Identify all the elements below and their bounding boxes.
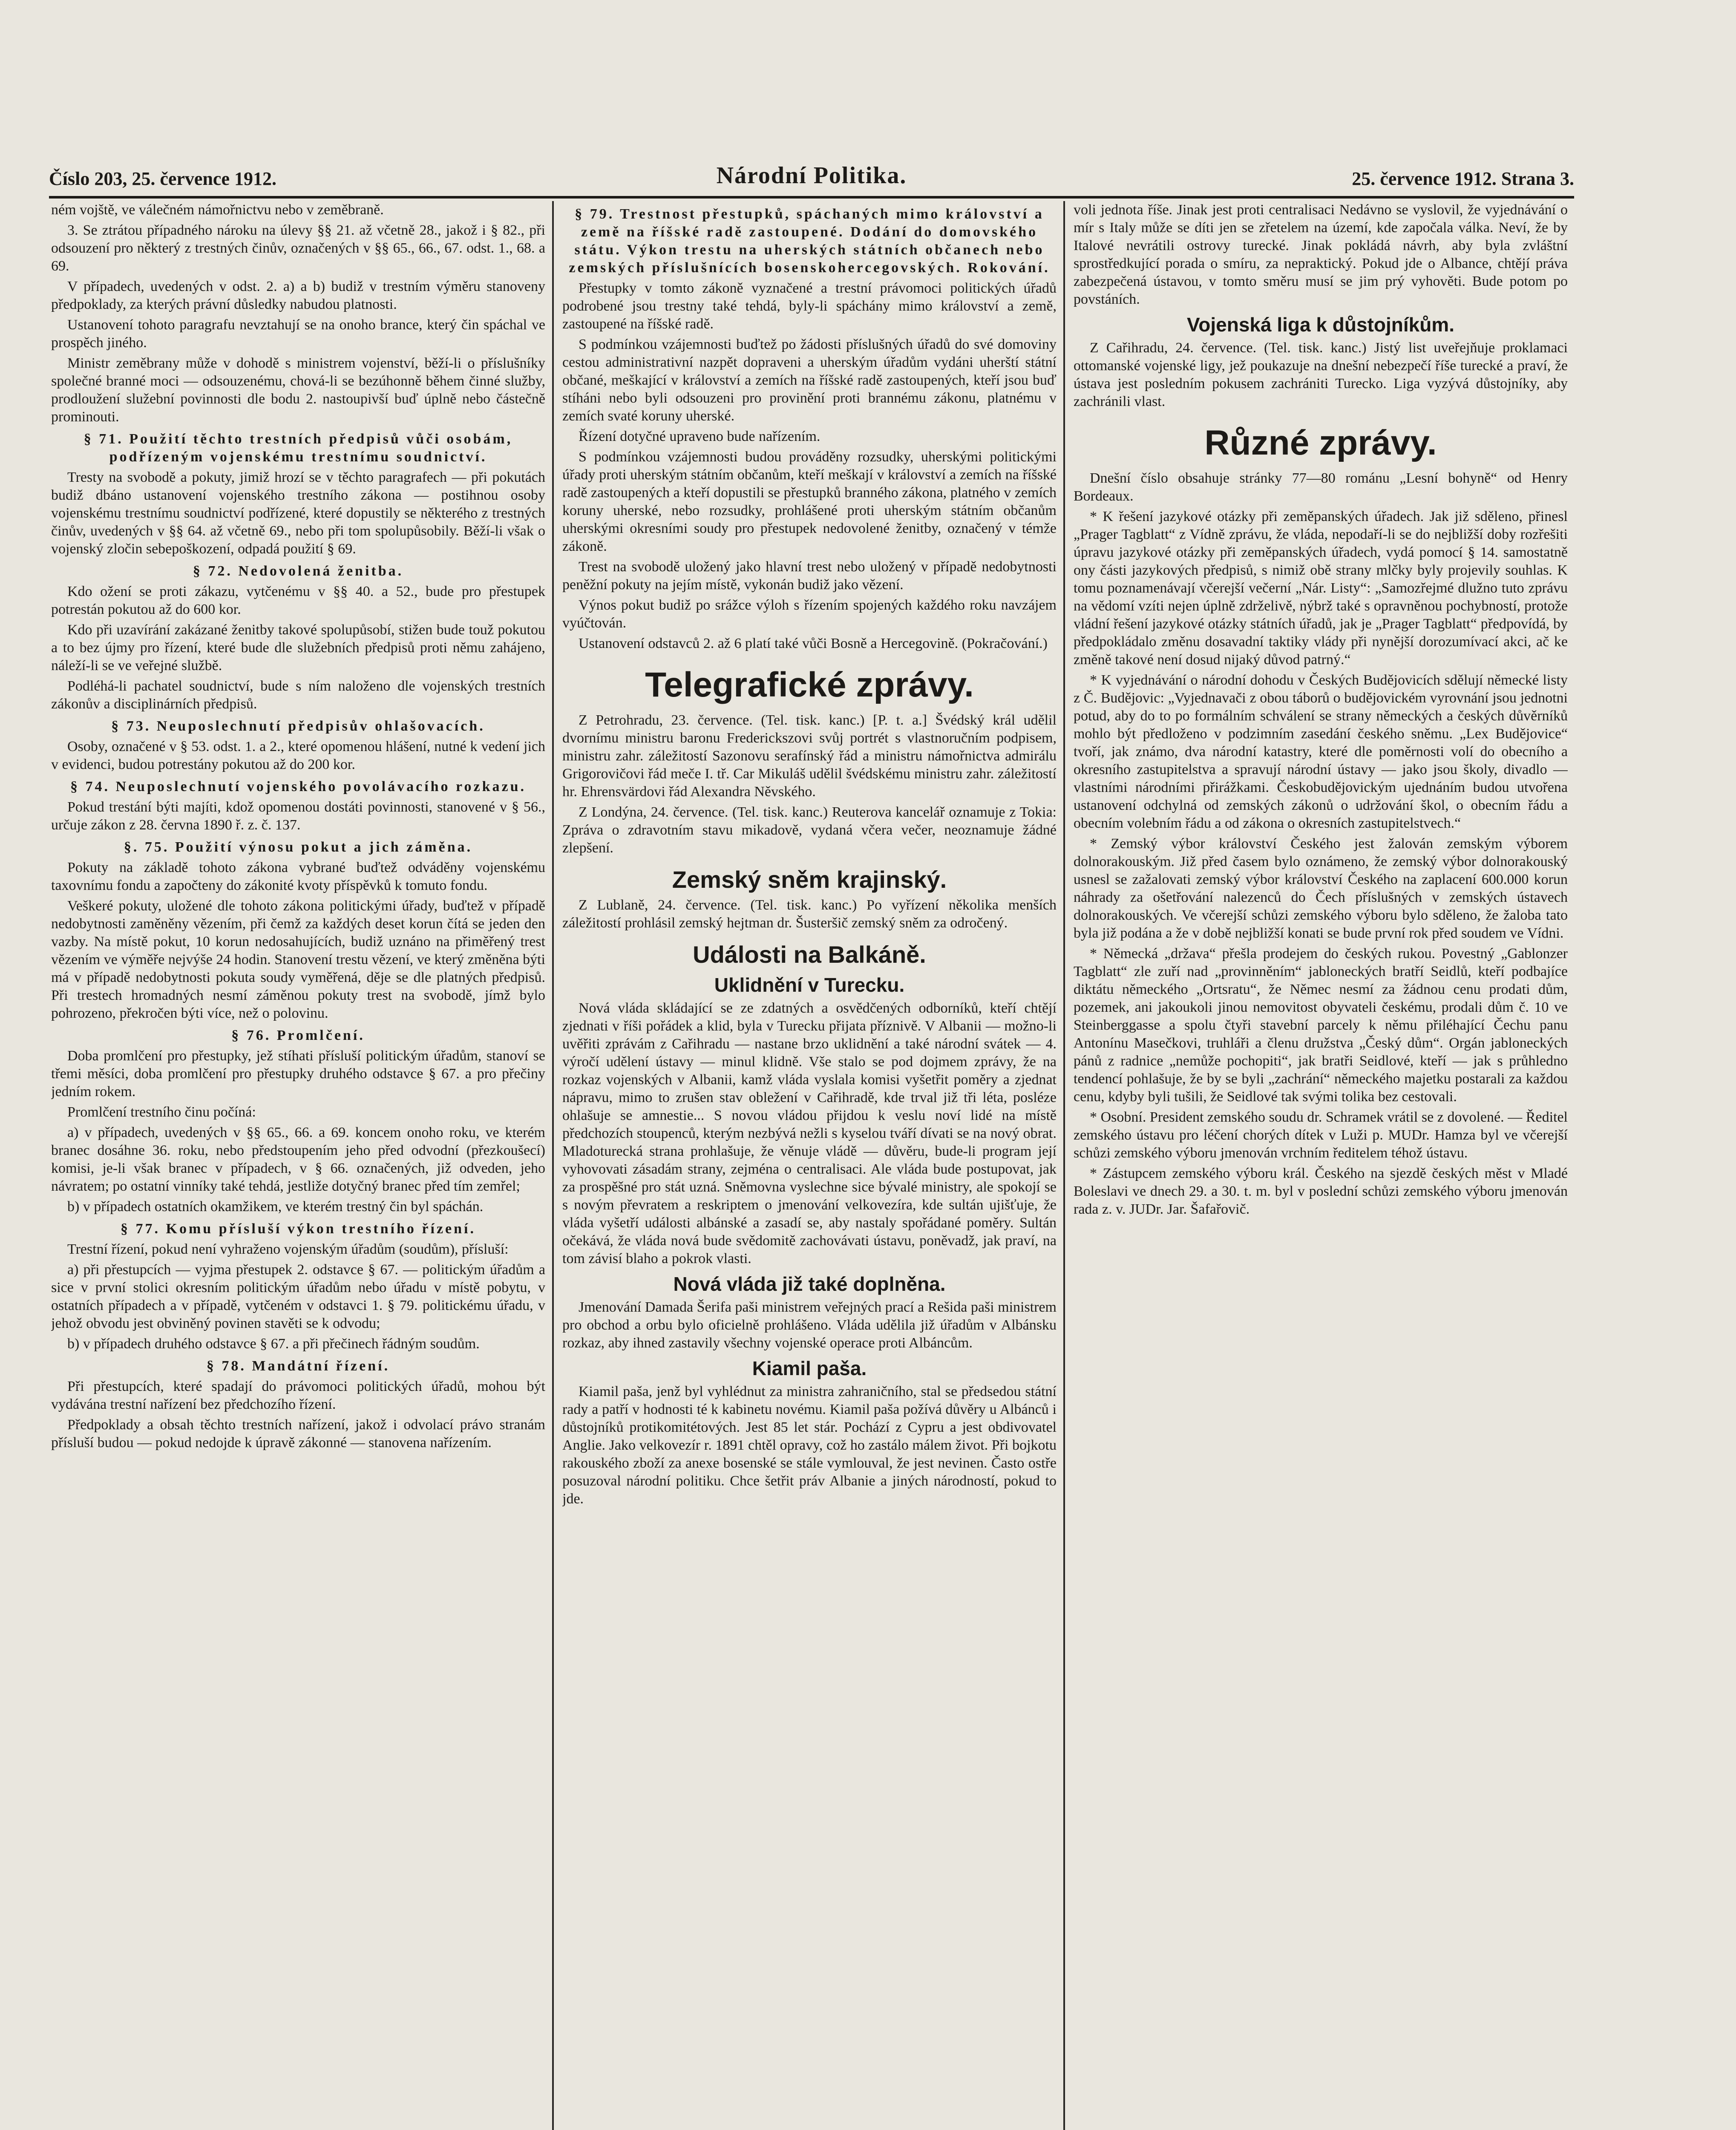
paragraph: * Zemský výbor království Českého jest žalován zemským výborem dolnorakouským. Již před časem bylo oznámeno, že zemský výbor dolnorakouský usnesl se zažalovati zemský výbor království Českého na zaplacení 600.000 korun náhrady za ošetřování nalezenců do Čech příslušných v zemských ústavech dolnorakouských. Ve včerejší schůzi zemského výboru bylo sděleno, že žaloba tato byla již podána a že v době nejbližší konati se bude první rok před soudem ve Vídni. [1074, 836, 1568, 941]
paragraph: Z Lublaně, 24. července. (Tel. tisk. kanc.) Po vyřízení několika menších záležitostí prohlásil zemský hejtman dr. Šusteršič zemský sněm za odročený. [562, 897, 1057, 931]
paragraph: Ministr zeměbrany může v dohodě s ministrem vojenství, běží-li o příslušníky společné branné moci — odsouzenému, chová-li se bezúhonně během činné služby, prodloužení služební povinnosti dle bodu 2. nastoupivší buď úplně nebo částečně prominouti. [51, 355, 545, 425]
paragraph: Pokuty na základě tohoto zákona vybrané buďtež odváděny vojenskému taxovnímu fondu a započteny do zákonité kvoty příspěvků k tomuto fondu. [51, 860, 545, 893]
paragraph: Ustanovení odstavců 2. až 6 platí také vůči Bosně a Hercegovině. (Pokračování.) [579, 636, 1048, 651]
date-page: 25. července 1912. Strana 3. [1352, 168, 1574, 189]
column-divider [552, 201, 554, 2130]
paragraph: Dnešní číslo obsahuje stránky 77—80 románu „Lesní bohyně“ od Henry Bordeaux. [1074, 470, 1568, 504]
section-heading: § 76. Promlčení. [231, 1028, 365, 1043]
paragraph: Nová vláda skládající se ze zdatných a osvědčených odborníků, kteří chtějí zjednati v říši pořádek a klid, byla v Turecku přijata příznivě. V Albanii — možno-li uvěřiti zprávám z Cařihradu — nastane brzo uklidnění a také národní svátek — 4. výročí udělení ústavy — minul klidně. Vše stalo se pod dojmem zprávy, že na rozkaz vojenských v Albanii, kamž vláda vyslala komisi vyšetřit poměry a zjednat nápravu, mimo to zrušen stav obležení v Cařihradě, kde trval již tři léta, posléze ohlašuje se amnestie... S novou vládou přijdou k veslu noví lidé na místě předchozích stoupenců, kterým nezbývá nežli s kyselou tváří dívati se na nový obrat. Mladoturecká strana prohlašuje, že věnuje vládě — důvěru, bude-li program její vyhovovati zásadám strany, zejména o centralisaci. Ale vláda bude postupovat, jak za prospěšné pro stát uzná. Sněmovna vyslechne sice bývalé ministry, ale spokojí se s novým převratem a reskriptem o jmenování velkovezíra, kde sultán ujišťuje, že vláda vyšetří události albánské a zasadí se, aby nastaly spořádané poměry. Sultán očekává, že vláda nová bude svědomitě zachovávati ústavu, poněvadž, jak praví, na tom závisí blaho a pokrok vlasti. [562, 1000, 1057, 1266]
paragraph: Podléhá-li pachatel soudnictví, bude s ním naloženo dle vojenských trestních zákonův a disciplinárních předpisů. [51, 678, 545, 712]
article-heading: Zemský sněm krajinský. [672, 866, 947, 893]
paragraph: Výnos pokut budiž po srážce výloh s řízením spojených každého roku navzájem vyúčtován. [562, 597, 1057, 631]
column-2 [562, 201, 1057, 2130]
paragraph: * Zástupcem zemského výboru král. Českého na sjezdě českých měst v Mladé Boleslavi ve dnech 29. a 30. t. m. byl v poslední schůzi zemského výboru jmenován rada z. v. JUDr. Jar. Šafařovič. [1074, 1166, 1568, 1217]
paragraph: Osoby, označené v § 53. odst. 1. a 2., které opomenou hlášení, nutné k vedení jich v evidenci, budou potrestány pokutou až do 200 kor. [51, 739, 545, 772]
paragraph: Promlčení trestního činu počíná: [67, 1104, 256, 1120]
paragraph: Přestupky v tomto zákoně vyznačené a trestní právomoci politických úřadů podrobené jsou trestny také tehdá, byly-li spáchány mimo království a země, zastoupené na říšské radě. [562, 280, 1057, 332]
paragraph: a) v případech, uvedených v §§ 65., 66. a 69. koncem onoho roku, ve kterém branec dosáhne 36. roku, nebo předstoupením jeho před odvodní (přezkoušecí) komisi, je-li však branec v případech, v § 66. označených, již odveden, jeho návratem; po ostatní vinníky také tehdá, jestliže dotyčný branec před tím zemřel; [51, 1125, 545, 1194]
article-heading: Vojenská liga k důstojníkům. [1187, 314, 1454, 336]
issue-info: Číslo 203, 25. července 1912. [49, 168, 276, 189]
article-heading: Události na Balkáně. [693, 941, 926, 968]
paragraph: * Německá „državа“ přešla prodejem do českých rukou. Povestný „Gablonzer Tagblatt“ zle zuří nad „provinněním“ jabloneckých bratří Seidlů, kteří podbajíce diktátu německého „Ortsratu“, že Němec nesmí za žádnou cenu prodati dům, pozemek, ani jakoukoli jinou nemovitost obyvateli českému, prodali dům č. 10 ve Steinberggasse a spolu čtyři stavební parcely k němu přiléhající Čechu panu Antonínu Masečkovi, truhláři a členu družstva „Český dům“. Orgán jabloneckých pánů z radnice „nemůže pochopiti“, jak bratři Seidlové, kteří — jak s průhledno tendencí pohlašuje, že by se byli „zachrání“ německého majetku postarali za každou cenu, kdyby byli tušili, že Seidlové tak svými tolika bez cestovali. [1074, 946, 1568, 1105]
paragraph: Kdo při uzavírání zakázané ženitby takové spolupůsobí, stižen bude touž pokutou a to bez újmy pro řízení, které bude dle služebních předpisů proti němu zahájeno, náleží-li se ve veřejné službě. [51, 622, 545, 674]
paragraph: * Osobní. President zemského soudu dr. Schramek vrátil se z dovolené. — Ředitel zemského ústavu pro léčení chorých dítek v Luži p. MUDr. Hamza byl ve včerejší schůzi zemského výboru jmenován vrchním ředitelem téhož ústavu. [1074, 1109, 1568, 1161]
section-heading: § 74. Neuposlechnutí vojenského povolávacího rozkazu. [70, 779, 527, 794]
paragraph: S podmínkou vzájemnosti budou prováděny rozsudky, uherskými politickými úřady proti uherským státním občanům, kteří meškají v království a zemích na říšské radě zastoupených a kteří dopustili se přestupků branného zákona, platného v zemích koruny uherské, nebo rozsudky, prohlášené proti uherským státním občanům uherskými okresními soudy pro přestupek nedovolené ženitby, označený v témže zákoně. [562, 449, 1057, 554]
paragraph: b) v případech druhého odstavce § 67. a při přečinech řádným soudům. [67, 1336, 480, 1352]
paragraph: Trest na svobodě uložený jako hlavní trest nebo uložený v případě nedobytnosti peněžní pokuty na jejím místě, vykonán budiž jako vězení. [562, 559, 1057, 593]
paragraph: 3. Se ztrátou případného nároku na úlevy §§ 21. až včetně 28., jakož i § 82., při odsouzení pro některý z trestných činův, označených v §§ 65., 66., 67. odst. 1., 68. a 69. [51, 222, 545, 274]
paragraph: Z Petrohradu, 23. července. (Tel. tisk. kanc.) [P. t. a.] Švédský král udělil dvornímu ministru baronu Frederickszovi svůj portrét s vlastnoručním podpisem, ministru zahr. záležitostí Sazonovu serafínský řád a ministru námořnictva admirálu Grigorovičovi řád meče I. tř. Car Mikuláš udělil švédskému ministru zahr. záležitostí hr. Ehrensvärdovi řád Alexandra Něvského. [562, 712, 1057, 800]
paragraph: Kdo ožení se proti zákazu, vytčenému v §§ 40. a 52., bude pro přestupek potrestán pokutou až do 600 kor. [51, 584, 545, 617]
column-3 [1074, 201, 1568, 2130]
paragraph: Doba promlčení pro přestupky, jež stíhati přísluší politickým úřadům, stanoví se třemi měsíci, doba promlčení pro přestupky druhého odstavce § 67. a pro přečiny jedním rokem. [51, 1048, 545, 1100]
paragraph: * K řešení jazykové otázky při zeměpanských úřadech. Jak již sděleno, přinesl „Prager Tagblatt“ z Vídně zprávu, že vláda, nepodaří-li se do nejbližší doby rozřešiti úpravu jazykové otázky při zeměpanských úřadech, vydá pomocí § 14. samostatně ony části jazykových předpisů, s nimiž obě strany mlčky byly projevily souhlas. K tomu poznamenávají včerejší večerní „Nár. Listy“: „Samozřejmé dlužno tuto zprávu na vědomí vzíti nejen úplně zdrželivě, nýbrž také s opravněnou pochybností, protože vládní řešení jazykové otázky státních úřadů, jak je „Prager Tagblatt“ předpovídá, by předpokládalo změnu dosavadní taktiky vlády při nynější dorozumívací akci, ač ke změně takové není dosud nijaký důvod patrný.“ [1074, 509, 1568, 668]
paragraph: Z Cařihradu, 24. července. (Tel. tisk. kanc.) Jistý list uveřejňuje proklamaci ottomanské vojenské ligy, jež poukazuje na dnešní nebezpečí říše turecké a praví, že ústava jest posledním pokusem zachrániti Turecko. Liga vyzývá důstojníky, aby zachránili vlast. [1074, 340, 1568, 409]
paragraph: V případech, uvedených v odst. 2. a) a b) budiž v trestním výměru stanoveny předpoklady, za kterých právní důsledky nabudou platnosti. [51, 279, 545, 312]
paragraph: Jmenování Damada Šerifa paši ministrem veřejných prací a Rešida paši ministrem pro obchod a orbu bylo oficielně prohlášeno. Vláda udělila již úřadům v Albánsku rozkaz, aby ihned zastavily všechny vojenské operace proti Albáncům. [562, 1299, 1057, 1351]
section-heading: § 73. Neuposlechnutí předpisův ohlašovacích. [111, 718, 485, 734]
section-heading: § 78. Mandátní řízení. [206, 1358, 390, 1374]
paragraph: Trestní řízení, pokud není vyhraženo vojenským úřadům (soudům), přísluší: [67, 1241, 509, 1257]
paragraph: Tresty na svobodě a pokuty, jimiž hrozí se v těchto paragrafech — při pokutách budiž dbáno ustanovení vojenského trestního zákona — postihnou osoby vojenskému trestnímu soudnictví podřízené, které dopustily se některého z trestných činův, uvedených v §§ 64. až včetně 69., nebo při tom spolupůsobily. Běží-li však o vojenský zločin sebepoškození, odpadá použití § 69. [51, 469, 545, 557]
paragraph: b) v případech ostatních okamžikem, ve kterém trestný čin byl spáchán. [67, 1199, 484, 1215]
paragraph: voli jednota říše. Jinak jest proti centralisaci Nedávno se vyslovil, že vyjednávání o mír s Italy může se díti jen se zřetelem na území, kde započala válka. Neví, že by Italové nevrátili ostrovy turecké. Jinak pokládá návrh, aby byla zvláštní sprostředkující porada o smíru, za nepraktický. Pokud jde o Albance, chtějí práva zabezpečená ústavou, v tomto směru musí se jim prý vyhověti. Bude potom po povstáních. [1074, 202, 1568, 307]
paragraph: Kiamil paša, jenž byl vyhlédnut za ministra zahraničního, stal se předsedou státní rady a patří v hodnosti té k kabinetu novému. Kiamil paša požívá důvěry u Albánců i důstojníků protikomitétových. Jest 85 let stár. Pochází z Cypru a jest obdivovatel Anglie. Jako velkovezír r. 1891 chtěl opravy, což ho zastálo málem život. Při bojkotu rakouského zboží za anexe bosenské se stále vymlouval, že jest nevinen. Často ostře posuzoval národní politiku. Chce šetřit práv Albanie a jiných národností, pokud to jde. [562, 1384, 1057, 1507]
paragraph: Pokud trestání býti majíti, kdož opomenou dostáti povinnosti, stanovené v § 56., určuje zákon z 28. června 1890 ř. z. č. 137. [51, 799, 545, 833]
section-title-misc: Různé zprávy. [1204, 423, 1437, 462]
header-rule [49, 196, 1574, 199]
paragraph: Veškeré pokuty, uložené dle tohoto zákona politickými úřady, buďtež v případě nedobytnosti zaměněny vězením, při čemž za každých deset korun čítá se jeden den vazby. Na místě pokut, 10 korun nedosahujících, budiž uznáno na přiměřený trest vězením ve výměře nejvýše 24 hodin. Stanovení trestu vězení, ve který změněna býti má v případě nedobytnosti pokuta soudy vyměřená, děje se dle platných předpisů. Při trestech hromadných nesmí záměnou pokuty trest na svobodě, jímž bylo pohrozeno, překročen býti více, než o polovinu. [51, 898, 545, 1021]
section-title-telegrams: Telegrafické zprávy. [645, 665, 974, 704]
paragraph: ném vojště, ve válečném námořnictvu nebo v zeměbraně. [51, 202, 384, 218]
article-subheading: Nová vláda již také doplněna. [673, 1273, 946, 1295]
section-heading: § 79. Trestnost přestupků, spáchaných mimo království a země na říšské radě zastoupené. Dodání do domovského státu. Výkon trestu na uherských státních občanech nebo zemských příslušnících bosenskohercegovských. Rokování. [569, 206, 1050, 276]
paragraph: S podmínkou vzájemnosti buďtež po žádosti příslušných úřadů do své domoviny cestou administrativní nazpět dopraveni a uherským úřadům vydáni uherští státní občané, meškající v království a zemích na říšské radě zastoupených, kteří jsou buď stíháni nebo byli odsouzeni pro provinění proti brannému zákonu, platnému v zemích svaté koruny uherské. [562, 337, 1057, 424]
section-heading: §. 75. Použití výnosu pokut a jich záměna. [124, 839, 473, 855]
masthead-title: Národní Politika. [716, 162, 907, 189]
page-header [49, 162, 1574, 196]
article-subheading: Kiamil paša. [752, 1357, 867, 1379]
article-subheading: Uklidnění v Turecku. [714, 974, 905, 996]
section-heading: § 77. Komu přísluší výkon trestního řízení. [121, 1221, 476, 1237]
paragraph: Ustanovení tohoto paragrafu nevztahují se na onoho brance, který čin spáchal ve prospěch jiného. [51, 317, 545, 351]
column-divider [1063, 201, 1065, 2130]
paragraph: Při přestupcích, které spadají do právomoci politických úřadů, mohou být vydávána trestní nařízení bez předchozího řízení. [51, 1379, 545, 1412]
paragraph: Z Londýna, 24. července. (Tel. tisk. kanc.) Reuterova kancelář oznamuje z Tokia: Zpráva o zdravotním stavu mikadově, vydaná včera večer, neoznamuje žádné zlepšení. [562, 804, 1057, 856]
paragraph: Řízení dotyčné upraveno bude nařízením. [579, 429, 820, 444]
section-heading: § 71. Použití těchto trestních předpisů vůči osobám, podřízeným vojenskému trestnímu soudnictví. [83, 431, 513, 465]
paragraph: * K vyjednávání o národní dohodu v Českých Budějovicích sdělují německé listy z Č. Budějovic: „Vyjednavači z obou táborů o budějovickém vyrovnání jsou jednotni potud, aby do to po formálním schválení se strany německých a českých důvěrníků mohlo být předloženo v podzimním zasedání českého sněmu. „Lex Budějovice“ tvoří, jak známo, dva národní katastry, které dle poměrnosti volí do obecního a okresního zastupitelstva a spravují národní ústavy — jako jsou školy, divadlo — vlastními národními přirážkami. Českobudějovickým ujednáním budou utvořena ustanovení odchylná od zemských zákonů o udržování škol, o obecním řádu a obecním volebním řádu a od zákona o okresních zastupitelstvech.“ [1074, 672, 1568, 831]
column-1 [51, 201, 545, 2130]
paragraph: Předpoklady a obsah těchto trestních nařízení, jakož i odvolací právo stranám přísluší budou — pokud nedojde k úpravě zákonné — stanovena nařízením. [51, 1417, 545, 1451]
section-heading: § 72. Nedovolená ženitba. [193, 563, 404, 579]
paragraph: a) při přestupcích — vyjma přestupek 2. odstavce § 67. — politickým úřadům a sice v první stolici okresním politickým úřadům nebo úřadu v místě pobytu, v ostatních případech a v případě, vytčeném v odstavci 1. § 79. politickému úřadu, v jehož obvodu jest obviněný povinen stavěti se k odvodu; [51, 1262, 545, 1331]
